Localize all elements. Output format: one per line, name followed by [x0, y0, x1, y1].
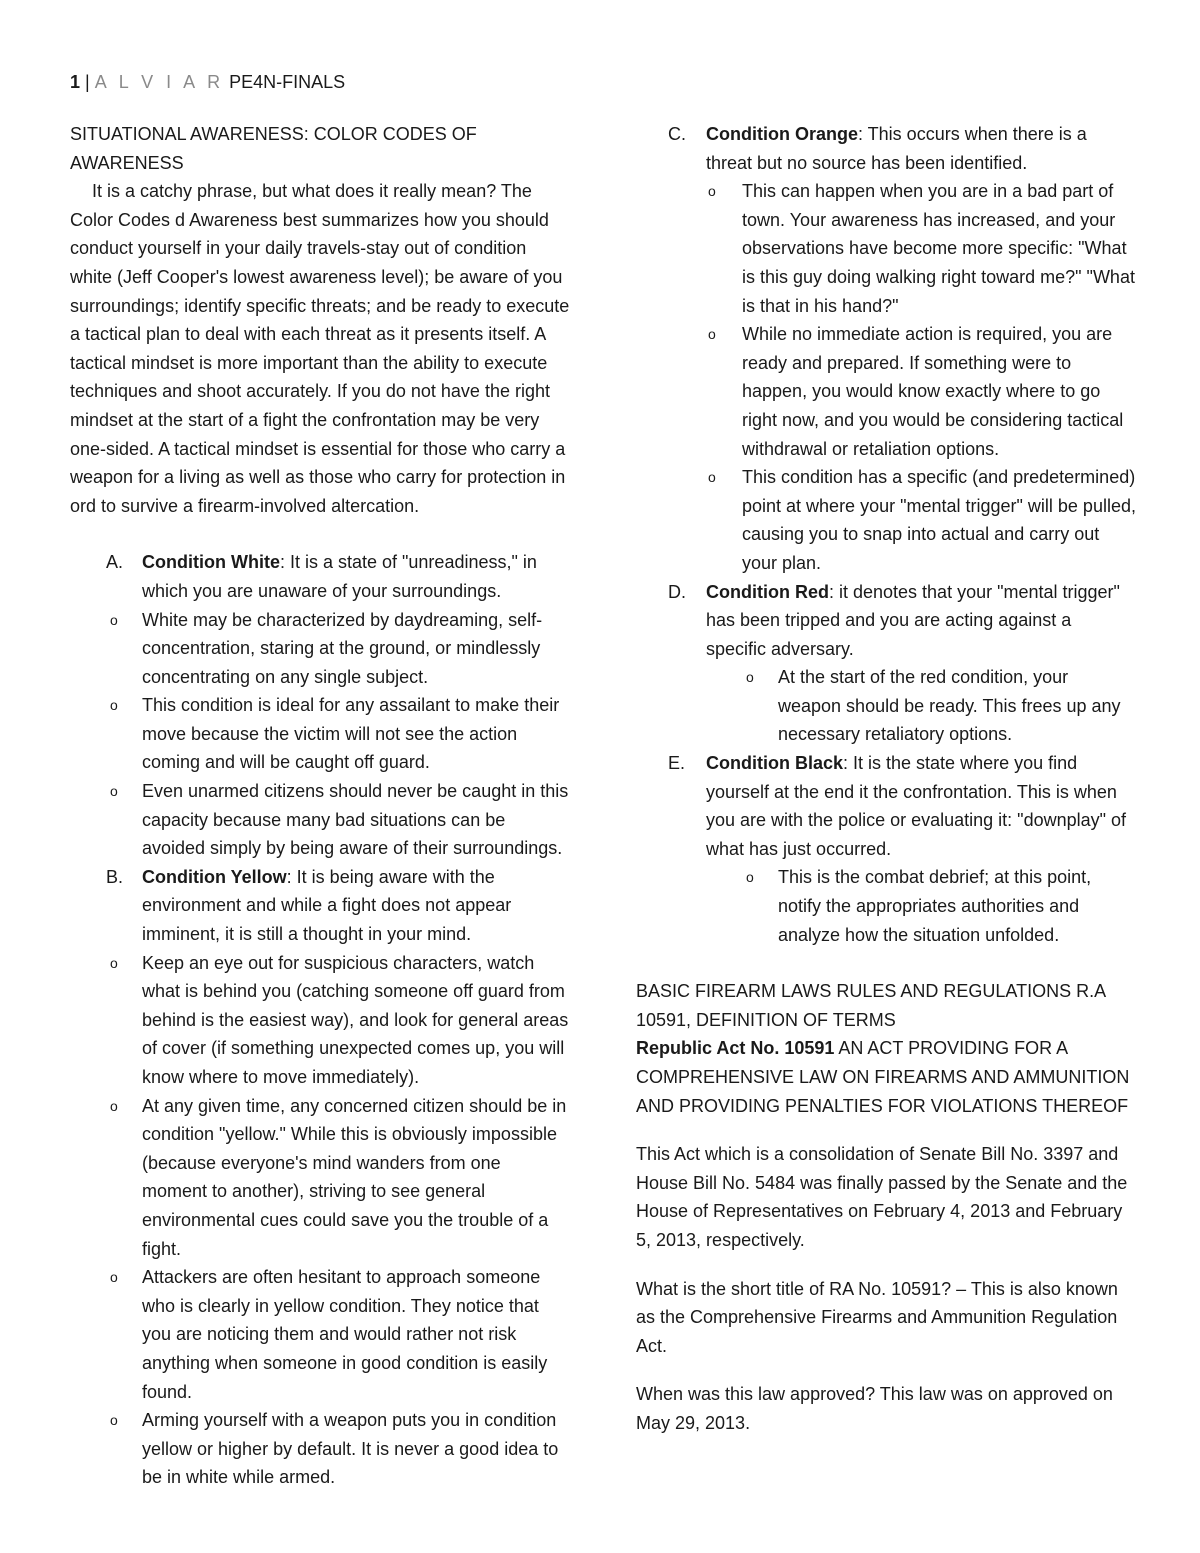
list-item: o While no immediate action is required, you are ready and prepared. If something were to happen, you would know exactly where to go right now, and you would be considering tactical withdrawal or retaliation options.: [636, 320, 1136, 463]
republic-act-title: Republic Act No. 10591: [636, 1038, 835, 1059]
section-title: SITUATIONAL AWARENESS: COLOR CODES OF AWARENESS: [70, 124, 477, 173]
short-title-paragraph: What is the short title of RA No. 10591? – This is also known as the Comprehensive Firearms and Ammunition Regulation Act.: [636, 1278, 1118, 1356]
condition-yellow-item: [70, 863, 570, 949]
bullet-icon: o: [110, 954, 118, 971]
page-number: 1: [70, 72, 81, 92]
condition-text: : It is a state of "unreadiness," in which you are unaware of your surroundings.: [142, 552, 537, 601]
bullet-icon: o: [110, 783, 118, 800]
condition-text: : it denotes that your "mental trigger" has been tripped and you are acting against a specific adversary.: [706, 581, 1120, 659]
item-letter: C.: [668, 124, 686, 144]
list-item: o Even unarmed citizens should never be caught in this capacity because many bad situations can be avoided simply by being aware of their surroundings.: [70, 777, 570, 863]
condition-term: Condition Yellow: [142, 866, 287, 887]
condition-black-item: [636, 749, 1136, 863]
item-letter: B.: [106, 866, 124, 887]
condition-term: Condition Orange: [706, 124, 858, 144]
bullet-icon: o: [708, 469, 716, 486]
law-section-title: BASIC FIREARM LAWS RULES AND REGULATIONS R.A 10591, DEFINITION OF TERMS: [636, 981, 1106, 1030]
right-column: [636, 120, 1136, 1438]
approval-paragraph: When was this law approved? This law was on approved on May 29, 2013.: [636, 1384, 1113, 1433]
consolidation-paragraph: This Act which is a consolidation of Senate Bill No. 3397 and House Bill No. 5484 was finally passed by the Senate and the House of Representatives on February 4, 2013 and February 5, 2013, respectively.: [636, 1144, 1128, 1250]
bullet-icon: o: [746, 869, 754, 886]
item-letter: A.: [106, 552, 124, 573]
bullet-icon: o: [110, 611, 118, 628]
bullet-icon: o: [110, 1097, 118, 1114]
condition-term: Condition Red: [706, 581, 829, 602]
item-letter: D.: [668, 581, 686, 602]
condition-text: : This occurs when there is a threat but no source has been identified.: [706, 124, 1087, 173]
condition-white-item: [70, 548, 570, 605]
condition-term: Condition Black: [706, 753, 844, 774]
page-header: [70, 72, 345, 93]
bullet-icon: o: [110, 1412, 118, 1429]
list-item: o This condition has a specific (and predetermined) point at where your "mental trigger" will be pulled, causing you to snap into actual and carry out your plan.: [636, 463, 1136, 577]
bullet-icon: o: [110, 697, 118, 714]
condition-text: : It is the state where you find yourself at the end it the confrontation. This is when you are with the police or evaluating it: "downplay" of what has just occurred.: [706, 753, 1127, 859]
list-item: o Arming yourself with a weapon puts you in condition yellow or higher by default. It is never a good idea to be in white while armed.: [70, 1406, 570, 1492]
bullet-icon: o: [110, 1269, 118, 1286]
bullet-icon: o: [708, 326, 716, 343]
condition-orange-item: [636, 120, 1136, 177]
condition-red-item: [636, 578, 1136, 664]
item-letter: E.: [668, 753, 686, 774]
republic-act-paragraph: [636, 1034, 1136, 1120]
bullet-icon: o: [746, 669, 754, 686]
list-item: o White may be characterized by daydreaming, self-concentration, staring at the ground, or mindlessly concentrating on any single subject.: [70, 606, 570, 692]
list-item: o At any given time, any concerned citizen should be in condition "yellow." While this is obviously impossible (because everyone's mind wanders from one moment to another), striving to see general environmental cues could save you the trouble of a fight.: [70, 1092, 570, 1264]
header-author: A L V I A R: [94, 72, 225, 92]
condition-text: : It is being aware with the environment and while a fight does not appear imminent, it is still a thought in your mind.: [142, 866, 512, 945]
header-separator: |: [85, 72, 90, 92]
list-item: o This is the combat debrief; at this point, notify the appropriates authorities and analyze how the situation unfolded.: [636, 863, 1136, 949]
republic-act-text: AN ACT PROVIDING FOR A COMPREHENSIVE LAW ON FIREARMS AND AMMUNITION AND PROVIDING PENALTIES FOR VIOLATIONS THEREOF: [636, 1038, 1130, 1116]
header-course: PE4N-FINALS: [229, 72, 346, 92]
condition-term: Condition White: [142, 552, 280, 573]
intro-paragraph: It is a catchy phrase, but what does it really mean? The Color Codes d Awareness best summarizes how you should conduct yourself in your daily travels-stay out of condition white (Jeff Cooper's lowest awareness level); be aware of you surroundings; identify specific threats; and be ready to execute a tactical plan to deal with each threat as it presents itself. A tactical mindset is more important than the ability to execute techniques and shoot accurately. If you do not have the right mindset at the start of a fight the confrontation may be very one-sided. A tactical mindset is essential for those who carry a weapon for a living as well as those who carry for protection in ord to survive a firearm-involved altercation.: [70, 181, 570, 516]
list-item: o Attackers are often hesitant to approach someone who is clearly in yellow condition. They notice that you are noticing them and would rather not risk anything when someone in good condition is easily found.: [70, 1263, 570, 1406]
list-item: o At the start of the red condition, your weapon should be ready. This frees up any necessary retaliatory options.: [636, 663, 1136, 749]
left-column: [70, 120, 570, 1492]
bullet-icon: o: [708, 183, 716, 200]
list-item: o This can happen when you are in a bad part of town. Your awareness has increased, and your observations have become more specific: "What is this guy doing walking right toward me?" "What is that in his hand?": [636, 177, 1136, 320]
list-item: o Keep an eye out for suspicious characters, watch what is behind you (catching someone off guard from behind is the easiest way), and look for general areas of cover (if something unexpected comes up, you will know where to move immediately).: [70, 949, 570, 1092]
list-item: o This condition is ideal for any assailant to make their move because the victim will not see the action coming and will be caught off guard.: [70, 691, 570, 777]
